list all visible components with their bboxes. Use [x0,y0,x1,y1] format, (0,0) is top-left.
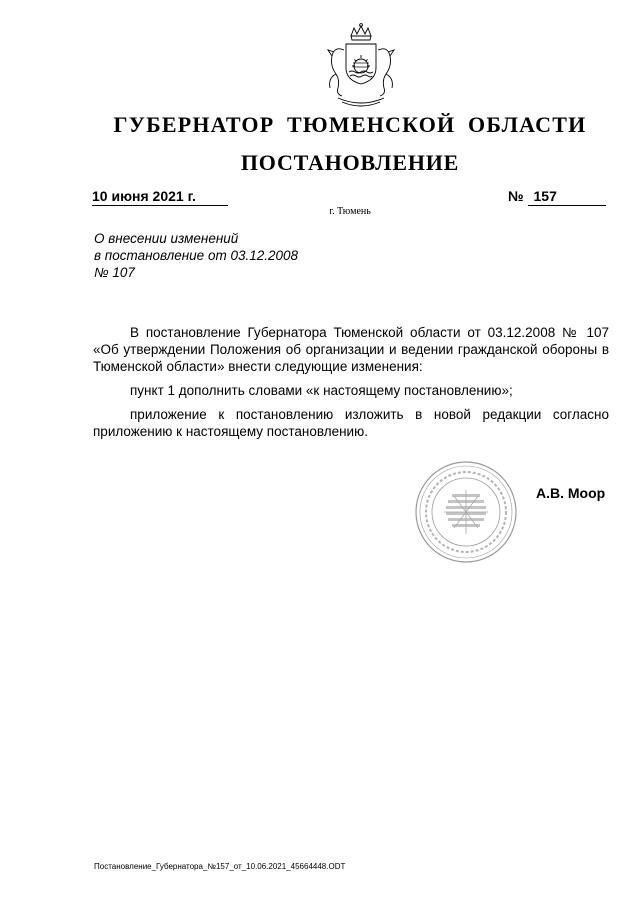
body-paragraph: пункт 1 дополнить словами «к настоящему постановлению»; [130,383,513,398]
body-paragraph: В постановление Губернатора Тюменской области от 03.12.2008 № 107 «Об утверждении Положения об организации и ведении гражданской обороны в Тюменской области» внести следующие изменения: [93,325,609,374]
document-date: 10 июня 2021 г. [92,188,228,206]
doc-type-heading: ПОСТАНОВЛЕНИЕ [240,150,460,175]
org-title: ГУБЕРНАТОР ТЮМЕНСКОЙ ОБЛАСТИ [113,112,587,137]
number-sign: № [508,188,524,204]
document-city: г. Тюмень [329,206,371,217]
body-paragraph: приложение к постановлению изложить в новой редакции согласно приложению к настоящему постановлению. [93,407,609,439]
subject-line: в постановление от 03.12.2008 [94,248,299,263]
document-subject [94,230,298,281]
document-number: 157 [528,188,606,206]
footer-filename: Постановление_Губернатора_№157_от_10.06.2021_45664448.ODT [94,862,346,871]
document-body [93,324,609,447]
official-seal-stamp-icon [414,460,518,564]
subject-line: № 107 [94,265,135,280]
document-number-field [508,188,606,206]
signer-name: А.В. Моор [536,485,606,501]
tyumen-region-coat-of-arms-icon [316,22,406,112]
subject-line: О внесении изменений [94,231,239,246]
